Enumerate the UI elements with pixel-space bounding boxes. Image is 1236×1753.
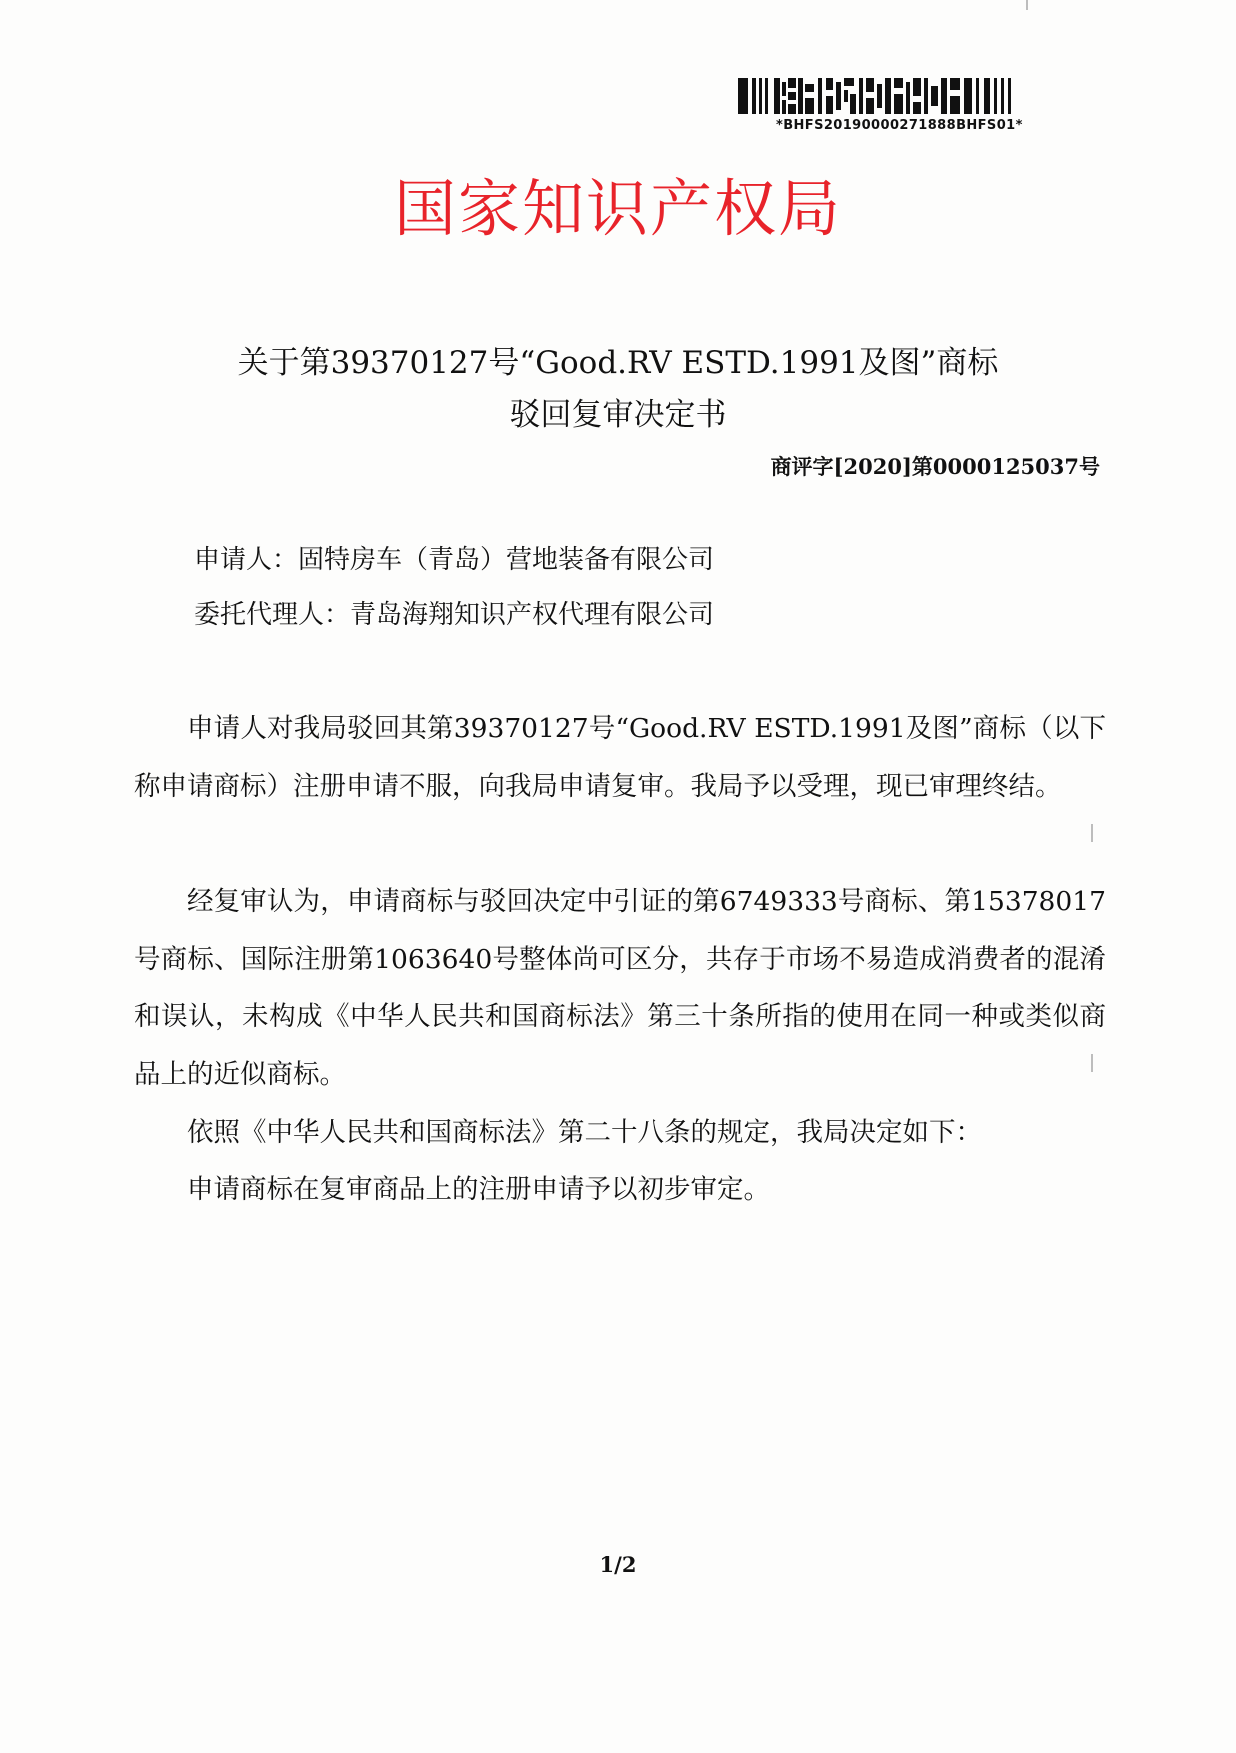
scan-mark [1091,1054,1093,1072]
reference-number: 商评字[2020]第0000125037号 [770,454,1100,479]
scan-mark [1026,0,1028,10]
document-title-line1: 关于第39370127号“Good.RV ESTD.1991及图”商标 [237,345,999,381]
scan-mark [1091,824,1093,842]
barcode-block [738,78,1058,133]
barcode-number: *BHFS20190000271888BHFS01* [776,118,1023,133]
body-paragraph-4: 申请商标在复审商品上的注册申请予以初步审定。 [187,1174,770,1205]
agent-line: 委托代理人：青岛海翔知识产权代理有限公司 [194,600,715,630]
applicant-line: 申请人：固特房车（青岛）营地装备有限公司 [194,545,715,575]
document-title-line2: 驳回复审决定书 [509,397,727,433]
body-paragraph-1: 申请人对我局驳回其第39370127号“Good.RV ESTD.1991及图”商标（以下称申请商标）注册申请不服，向我局申请复审。我局予以受理，现已审理终结。 [134,713,1106,802]
body-paragraph-3: 依照《中华人民共和国商标法》第二十八条的规定，我局决定如下： [187,1117,982,1148]
page-number: 1/2 [599,1552,637,1577]
barcode-icon [738,78,1050,116]
agency-name: 国家知识产权局 [393,172,842,245]
body-paragraph-2: 经复审认为，申请商标与驳回决定中引证的第6749333号商标、第15378017号商标、国际注册第1063640号整体尚可区分，共存于市场不易造成消费者的混淆和误认，未构成《中华人民共和国商标法》第三十条所指的使用在同一种或类似商品上的近似商标。 [134,886,1106,1090]
